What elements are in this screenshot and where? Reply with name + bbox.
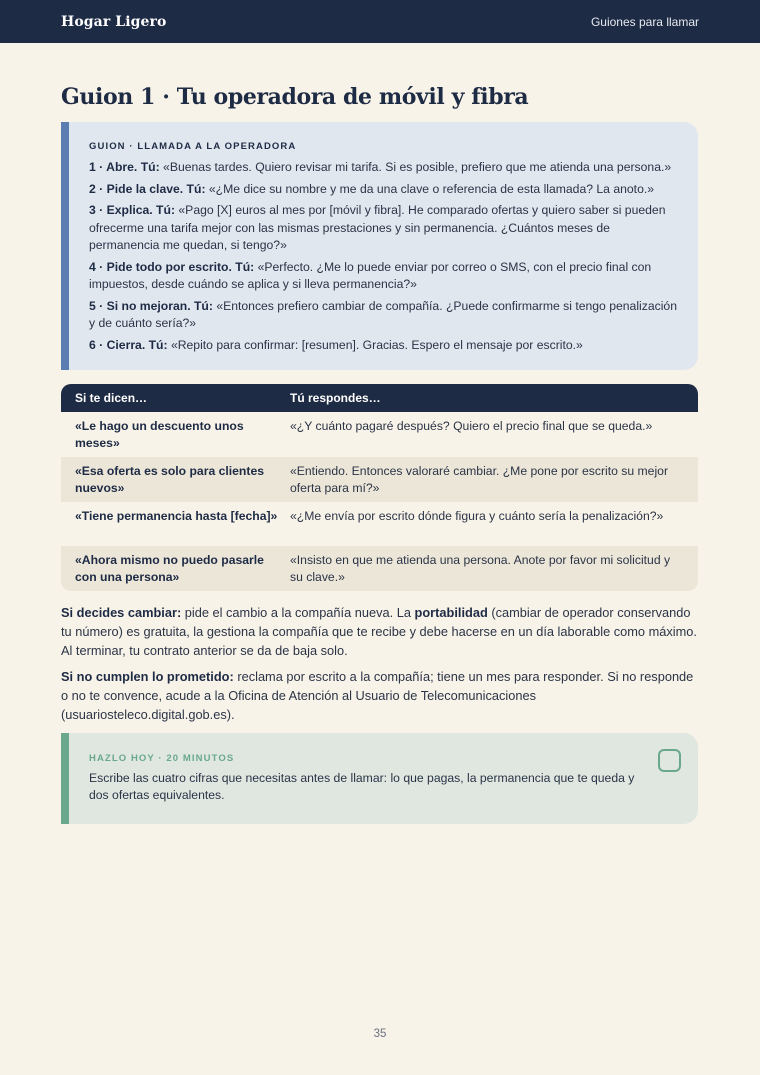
script-step [89,298,680,333]
cell-you-reply: «Entiendo. Entonces valoraré cambiar. ¿Me pone por escrito su mejor oferta para mí?» [290,464,669,495]
response-table [61,384,698,591]
todo-kicker: HAZLO HOY · 20 MINUTOS [89,753,235,764]
paragraph-text: pide el cambio a la compañía nueva. La [181,605,415,620]
script-step [89,337,680,355]
table-header [61,384,698,412]
script-kicker: GUION · LLAMADA A LA OPERADORA [89,141,297,152]
cell-you-reply: «¿Me envía por escrito dónde figura y cuánto sería la penalización?» [290,509,664,523]
paragraph-text: (cambiar de operador conservando tu número) es gratuita, la gestiona la compañía que te recibe y debe hacerse en un día laborable como máximo. Al terminar, tu contrato anterior se da de baja solo. [61,605,697,658]
top-bar [0,0,760,43]
table-row [61,502,698,546]
cell-they-say: «Le hago un descuento unos meses» [75,419,244,450]
cell-they-say: «Ahora mismo no puedo pasarle con una persona» [75,553,264,584]
step-lead: 6 · Cierra. Tú: [89,337,168,352]
cell-you-reply: «¿Y cuánto pagaré después? Quiero el precio final que se queda.» [290,419,653,433]
key-term: portabilidad [414,605,488,620]
table-row [61,457,698,502]
todo-checkbox[interactable] [658,749,681,772]
step-text: «Repito para confirmar: [resumen]. Gracias. Espero el mensaje por escrito.» [170,337,583,352]
page-number: 35 [373,1028,387,1040]
column-header-they-say: Si te dicen… [75,391,148,405]
table-row [61,412,698,457]
table-row [61,546,698,591]
script-step [89,259,680,294]
paragraph-lead: Si no cumplen lo prometido: [61,669,234,684]
step-text: «Entonces prefiero cambiar de compañía. ¿Puede confirmarme si tengo penalización y de cuánto sería?» [89,298,677,330]
step-lead: 4 · Pide todo por escrito. Tú: [89,259,255,274]
script-step [89,202,680,255]
step-lead: 1 · Abre. Tú: [89,160,160,174]
section-name: Guiones para llamar [590,14,699,29]
page-title: Guion 1 · Tu operadora de móvil y fibra [61,84,529,110]
script-step [89,159,680,177]
cell-they-say: «Tiene permanencia hasta [fecha]» [75,509,278,523]
complaint-paragraph [61,667,698,724]
step-lead: 5 · Si no mejoran. Tú: [89,298,213,313]
paragraph-text: reclama por escrito a la compañía; tiene un mes para responder. Si no responde o no te convence, acude a la Oficina de Atención al Usuario de Telecomunicaciones (usuariosteleco.digital.gob.es). [61,669,694,722]
cell-they-say: «Esa oferta es solo para clientes nuevos» [75,464,264,495]
step-lead: 2 · Pide la clave. Tú: [89,181,206,196]
paragraph-lead: Si decides cambiar: [61,605,182,620]
step-text: «Pago [X] euros al mes por [móvil y fibra]. He comparado ofertas y quiero saber si pueden ofrecerme una tarifa mejor con las mismas prestaciones y sin permanencia. ¿Cuántos meses de permanencia me quedan, si tengo?» [89,203,666,252]
step-text: «Buenas tardes. Quiero revisar mi tarifa. Si es posible, prefiero que me atienda una persona.» [163,160,672,174]
todo-text: Escribe las cuatro cifras que necesitas antes de llamar: lo que pagas, la permanencia que te queda y dos ofertas equivalentes. [89,771,635,802]
main-content [61,84,698,824]
call-script-box [61,122,698,370]
switching-paragraph [61,603,698,660]
brand-name: Hogar Ligero [61,13,167,30]
cell-you-reply: «Insisto en que me atienda una persona. Anote por favor mi solicitud y su clave.» [290,553,671,584]
do-it-today-box [61,733,698,824]
script-step [89,181,680,199]
column-header-you-reply: Tú respondes… [290,391,381,405]
step-text: «Perfecto. ¿Me lo puede enviar por correo o SMS, con el precio final con impuestos, desde cuándo se aplica y si lleva permanencia?» [89,259,652,291]
step-text: «¿Me dice su nombre y me da una clave o referencia de esta llamada? La anoto.» [208,181,655,196]
step-lead: 3 · Explica. Tú: [89,203,176,217]
